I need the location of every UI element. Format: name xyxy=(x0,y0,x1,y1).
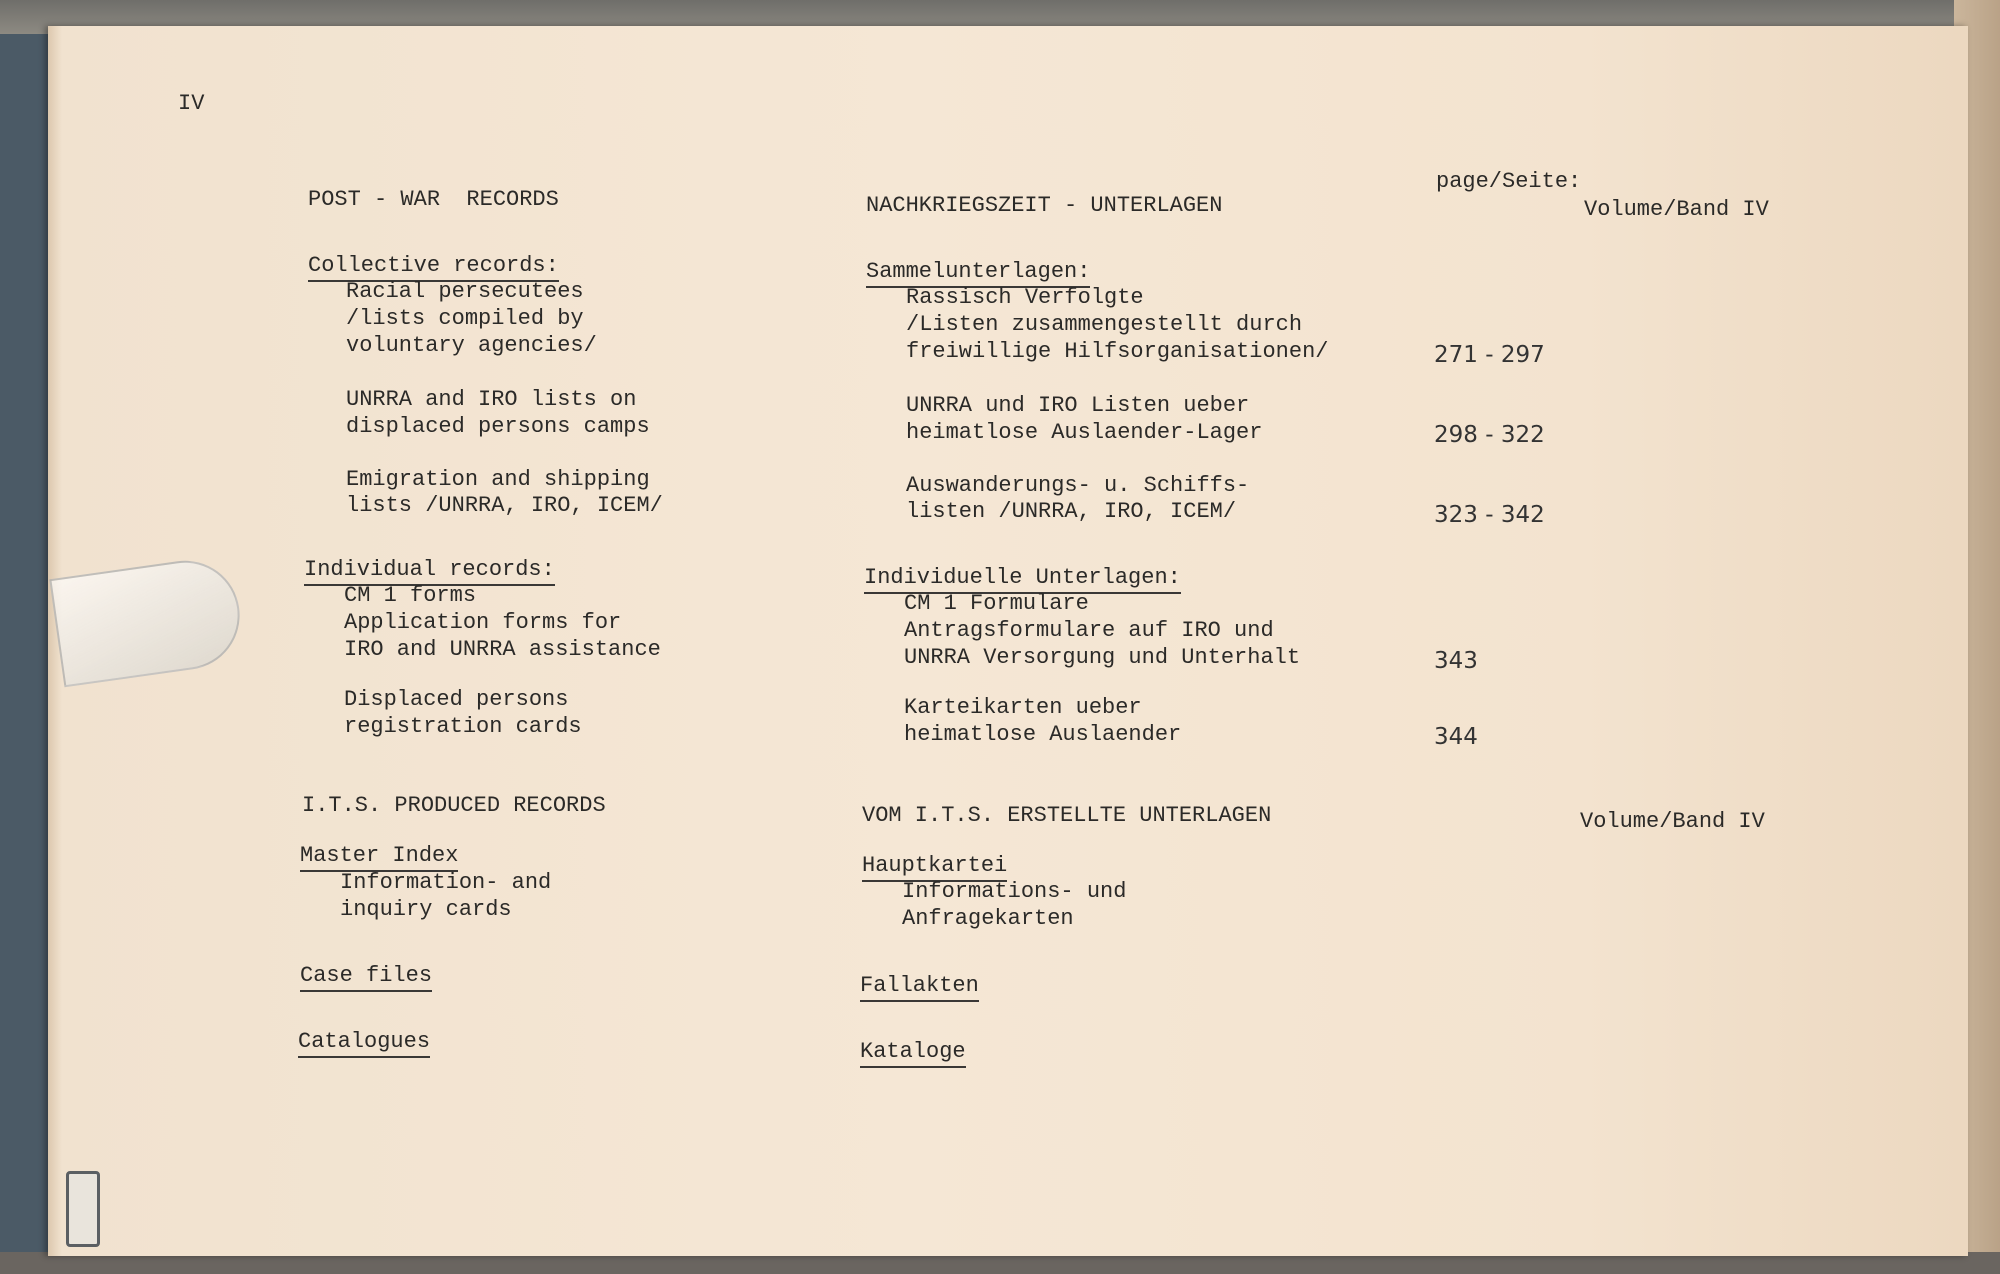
fallakten-heading: Fallakten xyxy=(860,972,979,1002)
nachkriegszeit-title: NACHKRIEGSZEIT - UNTERLAGEN xyxy=(866,193,1223,218)
document-page xyxy=(48,26,1968,1256)
catalogues-heading: Catalogues xyxy=(298,1028,430,1058)
de-individual-1-line-3: UNRRA Versorgung und Unterhalt xyxy=(904,645,1301,670)
collective-records-heading: Collective records: xyxy=(308,252,559,282)
de-collective-2-line-1: UNRRA und IRO Listen ueber xyxy=(906,393,1250,418)
sammelunterlagen-heading: Sammelunterlagen: xyxy=(866,258,1090,288)
en-collective-1-line-3: voluntary agencies/ xyxy=(346,333,597,358)
de-individual-2-line-2: heimatlose Auslaender xyxy=(904,722,1182,747)
vom-its-title: VOM I.T.S. ERSTELLTE UNTERLAGEN xyxy=(862,803,1272,828)
page-label: page/Seite: xyxy=(1436,169,1582,194)
en-collective-3-line-2: lists /UNRRA, IRO, ICEM/ xyxy=(346,493,663,518)
page-range-collective-2: 298 - 322 xyxy=(1434,422,1545,448)
en-individual-1-line-1: CM 1 forms xyxy=(344,583,477,608)
de-collective-3-line-2: listen /UNRRA, IRO, ICEM/ xyxy=(906,499,1237,524)
individuelle-unterlagen-heading: Individuelle Unterlagen: xyxy=(864,564,1181,594)
de-individual-1-line-1: CM 1 Formulare xyxy=(904,591,1089,616)
de-collective-1-line-2: /Listen zusammengestellt durch xyxy=(906,312,1303,337)
de-individual-2-line-1: Karteikarten ueber xyxy=(904,695,1142,720)
en-master-line-2: inquiry cards xyxy=(340,897,512,922)
de-collective-1-line-3: freiwillige Hilfsorganisationen/ xyxy=(906,339,1329,364)
de-individual-1-line-2: Antragsformulare auf IRO und xyxy=(904,618,1274,643)
volume-label-top: Volume/Band IV xyxy=(1584,197,1769,222)
en-individual-2-line-2: registration cards xyxy=(344,714,582,739)
archive-stamp-mark xyxy=(66,1171,100,1247)
paper-clip-tab xyxy=(49,554,246,688)
case-files-heading: Case files xyxy=(300,962,432,992)
page-range-collective-1: 271 - 297 xyxy=(1434,342,1545,368)
en-collective-1-line-2: /lists compiled by xyxy=(346,306,584,331)
de-master-line-1: Informations- und xyxy=(902,879,1127,904)
its-produced-records-title: I.T.S. PRODUCED RECORDS xyxy=(302,793,606,818)
de-collective-1-line-1: Rassisch Verfolgte xyxy=(906,285,1144,310)
master-index-heading: Master Index xyxy=(300,842,458,872)
individual-records-heading: Individual records: xyxy=(304,556,555,586)
en-master-line-1: Information- and xyxy=(340,870,552,895)
hauptkartei-heading: Hauptkartei xyxy=(862,852,1007,882)
en-collective-2-line-1: UNRRA and IRO lists on xyxy=(346,387,637,412)
page-number: IV xyxy=(178,91,205,116)
de-collective-2-line-2: heimatlose Auslaender-Lager xyxy=(906,420,1263,445)
kataloge-heading: Kataloge xyxy=(860,1038,966,1068)
en-individual-1-line-2: Application forms for xyxy=(344,610,622,635)
en-individual-1-line-3: IRO and UNRRA assistance xyxy=(344,637,661,662)
page-range-collective-3: 323 - 342 xyxy=(1434,502,1545,528)
page-individual-1: 343 xyxy=(1434,648,1478,674)
en-collective-3-line-1: Emigration and shipping xyxy=(346,467,650,492)
post-war-records-title: POST - WAR RECORDS xyxy=(308,187,559,212)
en-collective-1-line-1: Racial persecutees xyxy=(346,279,584,304)
volume-label-mid: Volume/Band IV xyxy=(1580,809,1765,834)
page-individual-2: 344 xyxy=(1434,724,1478,750)
en-collective-2-line-2: displaced persons camps xyxy=(346,414,650,439)
de-collective-3-line-1: Auswanderungs- u. Schiffs- xyxy=(906,473,1250,498)
de-master-line-2: Anfragekarten xyxy=(902,906,1074,931)
en-individual-2-line-1: Displaced persons xyxy=(344,687,569,712)
